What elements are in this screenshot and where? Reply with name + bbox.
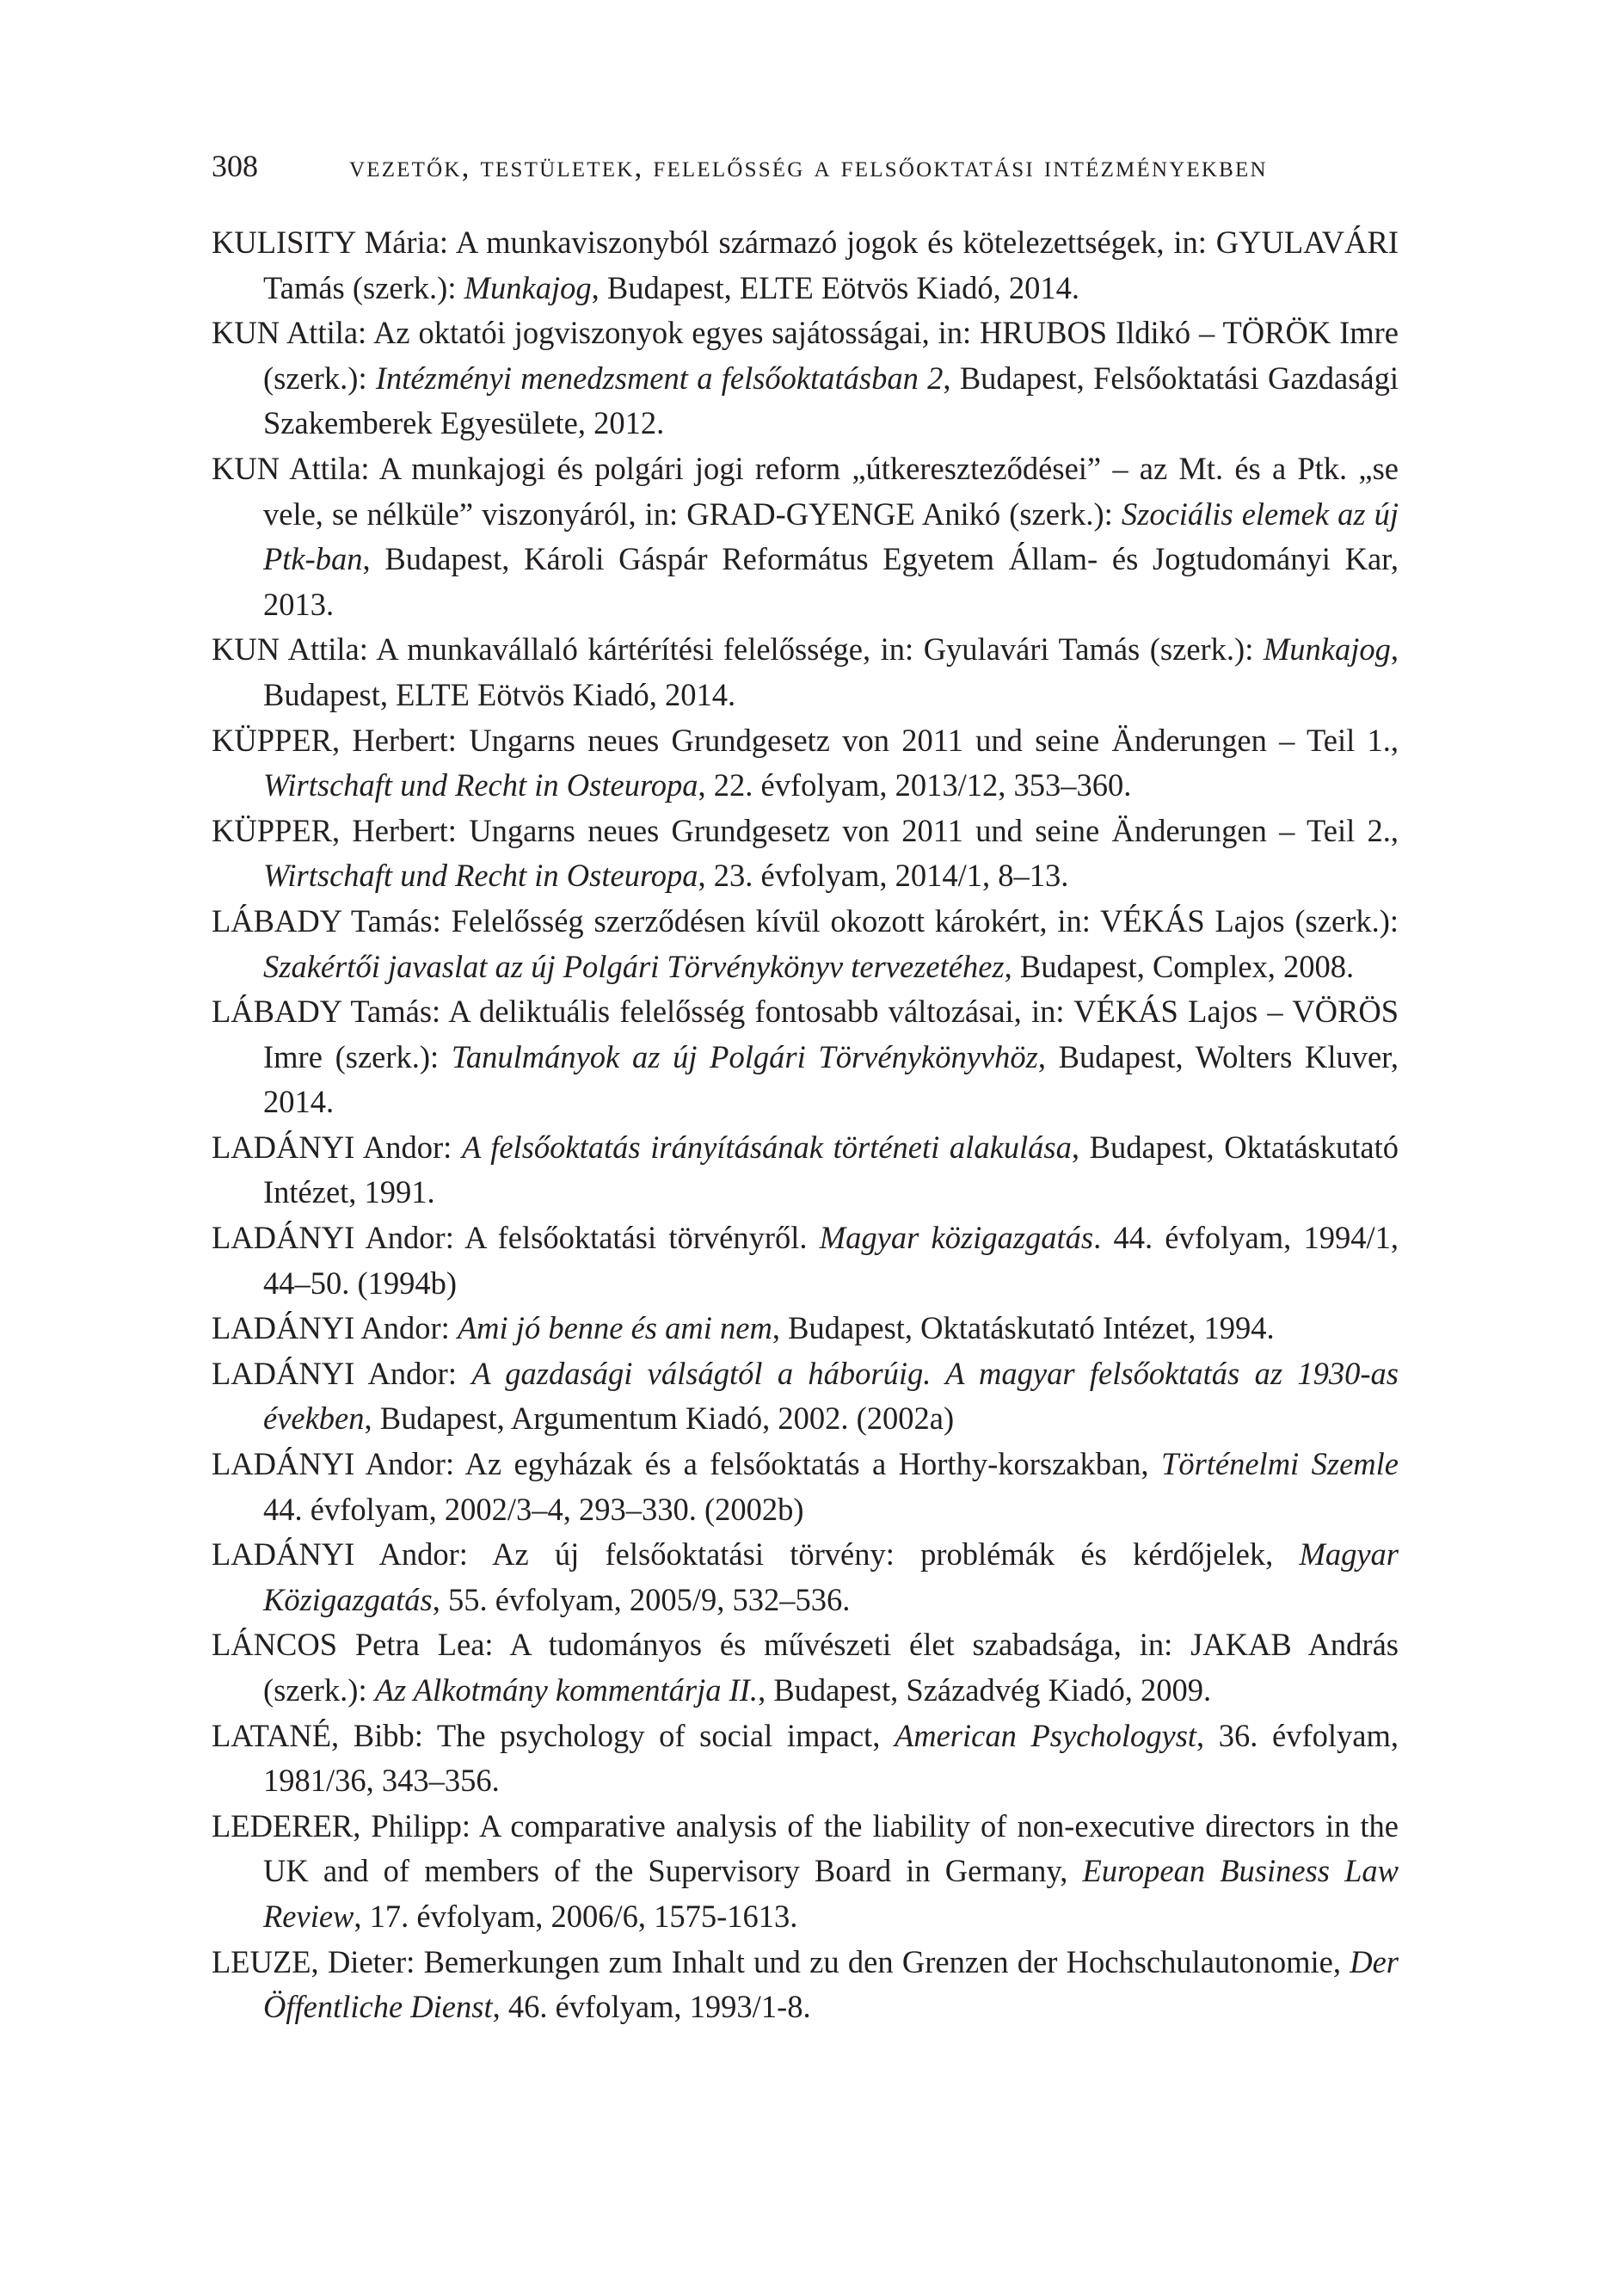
bibliography-entry: LEUZE, Dieter: Bemerkungen zum Inhalt und zu den Grenzen der Hochschulautonomie, Der Öffentliche Dienst, 46. évfolyam, 1993/1-8. xyxy=(212,1943,1399,2025)
page-number: 308 xyxy=(212,149,258,183)
page-header xyxy=(212,148,1399,184)
bibliography-entry: LADÁNYI Andor: Az egyházak és a felsőoktatás a Horthy-korszakban, Történelmi Szemle 44. évfolyam, 2002/3–4, 293–330. (2002b) xyxy=(212,1446,1399,1527)
bibliography-entry: KUN Attila: A munkavállaló kártérítési felelőssége, in: Gyulavári Tamás (szerk.): Munkajog, Budapest, ELTE Eötvös Kiadó, 2014. xyxy=(212,631,1399,712)
bibliography-entry: LATANÉ, Bibb: The psychology of social impact, American Psychologyst, 36. évfolyam, 1981/36, 343–356. xyxy=(212,1717,1399,1799)
bibliography-entry: LADÁNYI Andor: Ami jó benne és ami nem, Budapest, Oktatáskutató Intézet, 1994. xyxy=(212,1310,1275,1346)
bibliography-entry: LÁBADY Tamás: A deliktuális felelősség fontosabb változásai, in: VÉKÁS Lajos – VÖRÖS Imre (szerk.): Tanulmányok az új Polgári Törvénykönyvhöz, Budapest, Wolters Kluver, 2014. xyxy=(212,994,1399,1120)
bibliography-entry: KÜPPER, Herbert: Ungarns neues Grundgesetz von 2011 und seine Änderungen – Teil 2., Wirtschaft und Recht in Osteuropa, 23. évfolyam, 2014/1, 8–13. xyxy=(212,812,1399,894)
bibliography-entry: KULISITY Mária: A munkaviszonyból származó jogok és kötelezettségek, in: GYULAVÁRI Tamás (szerk.): Munkajog, Budapest, ELTE Eötvös Kiadó, 2014. xyxy=(212,225,1399,305)
bibliography-entry: LADÁNYI Andor: Az új felsőoktatási törvény: problémák és kérdőjelek, Magyar Közigazgatás, 55. évfolyam, 2005/9, 532–536. xyxy=(212,1536,1399,1617)
bibliography-entry: LÁBADY Tamás: Felelősség szerződésen kívül okozott károkért, in: VÉKÁS Lajos (szerk.): Szakértői javaslat az új Polgári Törvénykönyv tervezetéhez, Budapest, Complex, 2008. xyxy=(212,902,1399,984)
bibliography-entry: LADÁNYI Andor: A felsőoktatás irányításának történeti alakulása, Budapest, Oktatáskutató Intézet, 1991. xyxy=(212,1129,1399,1210)
bibliography-entry: LADÁNYI Andor: A felsőoktatási törvényről. Magyar közigazgatás. 44. évfolyam, 1994/1, 44–50. (1994b) xyxy=(212,1220,1399,1301)
bibliography-entry: LÁNCOS Petra Lea: A tudományos és művészeti élet szabadsága, in: JAKAB András (szerk.): Az Alkotmány kommentárja II., Budapest, Századvég Kiadó, 2009. xyxy=(212,1627,1399,1708)
running-title: vezetők, testületek, felelősség a felsőoktatási intézményekben xyxy=(349,150,1268,183)
bibliography-entry: LEDERER, Philipp: A comparative analysis of the liability of non-executive directors in the UK and of members of the Supervisory Board in Germany, European Business Law Review, 17. évfolyam, 2006/6, 1575-1613. xyxy=(212,1807,1399,1934)
bibliography-entry: KUN Attila: A munkajogi és polgári jogi reform „útkereszteződései” – az Mt. és a Ptk. „se vele, se nélküle” viszonyáról, in: GRAD-GYENGE Anikó (szerk.): Szociális elemek az új Ptk-ban, Budapest, Károli Gáspár Református Egyetem Állam- és Jogtudományi Kar, 2013. xyxy=(212,450,1399,622)
bibliography-entry: LADÁNYI Andor: A gazdasági válságtól a háborúig. A magyar felsőoktatás az 1930-as években, Budapest, Argumentum Kiadó, 2002. (2002a) xyxy=(212,1355,1399,1437)
bibliography-list xyxy=(212,220,1399,2030)
bibliography-entry: KÜPPER, Herbert: Ungarns neues Grundgesetz von 2011 und seine Änderungen – Teil 1., Wirtschaft und Recht in Osteuropa, 22. évfolyam, 2013/12, 353–360. xyxy=(212,722,1399,803)
bibliography-entry: KUN Attila: Az oktatói jogviszonyok egyes sajátosságai, in: HRUBOS Ildikó – TÖRÖK Imre (szerk.): Intézményi menedzsment a felsőoktatásban 2, Budapest, Felsőoktatási Gazdasági Szakemberek Egyesülete, 2012. xyxy=(212,315,1399,441)
